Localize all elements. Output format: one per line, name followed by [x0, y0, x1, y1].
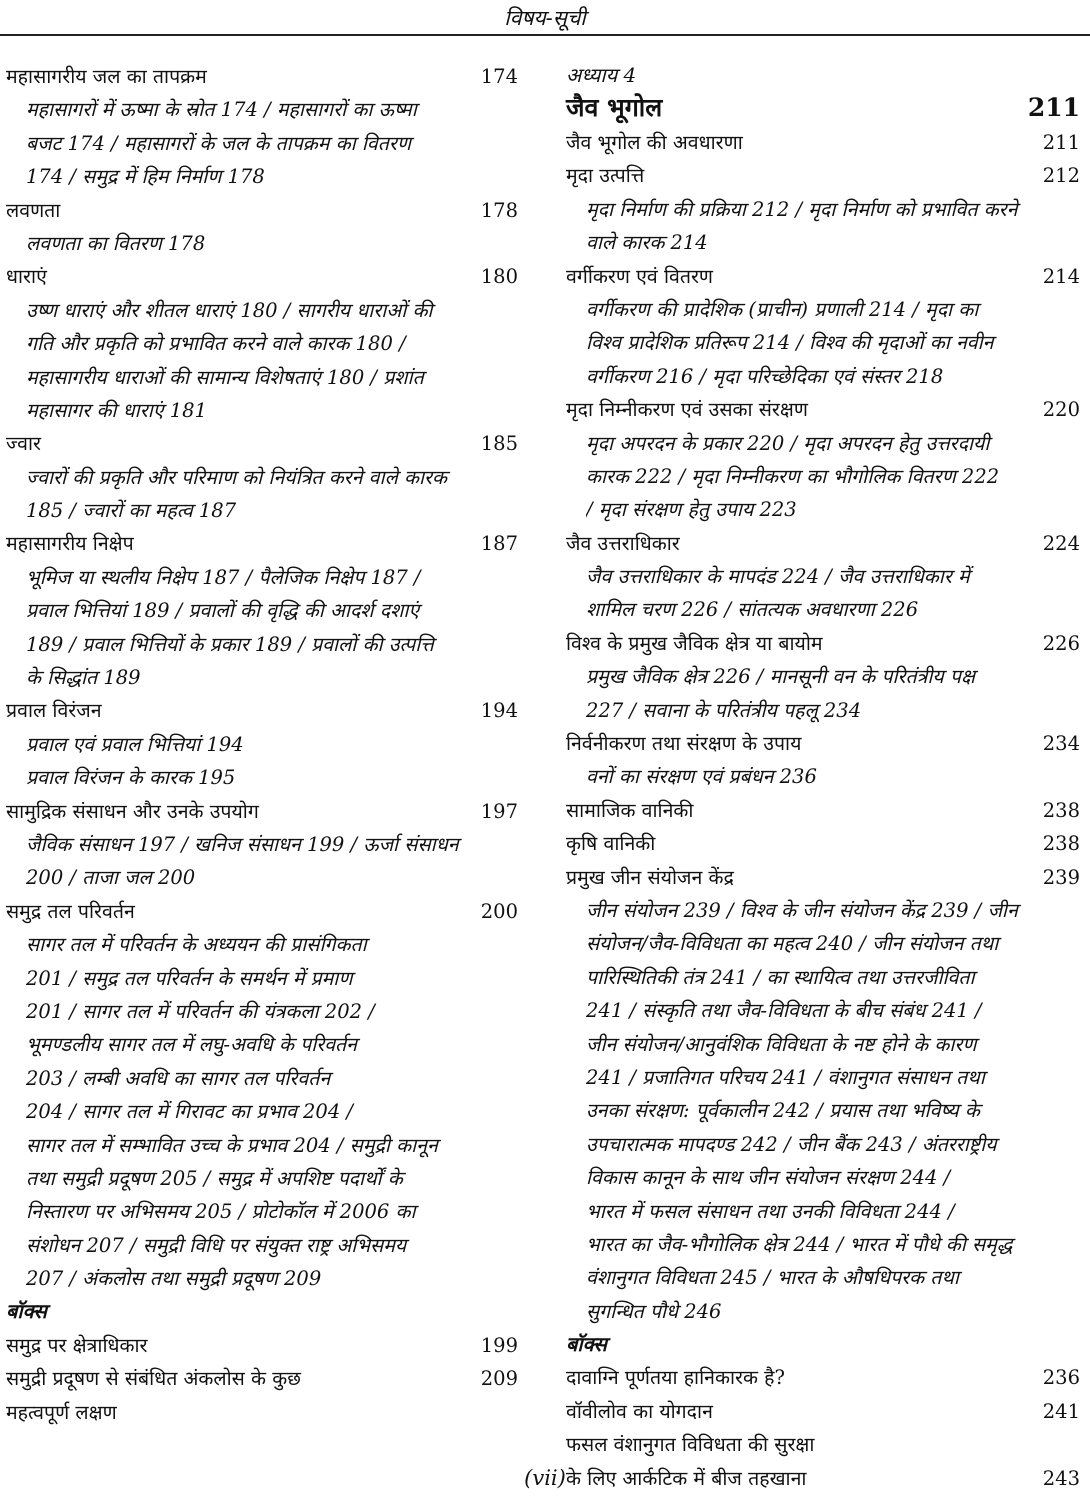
- toc-subtopic-line: मृदा निर्माण की प्रक्रिया 212 / मृदा निर्माण को प्रभावित करने: [586, 197, 1018, 221]
- chapter-page: 211: [1027, 93, 1080, 122]
- toc-subtopic-line: जीन संयोजन 239 / विश्व के जीन संयोजन केंद्र 239 / जीन: [586, 898, 1018, 922]
- toc-entry-page: 180: [480, 265, 518, 289]
- toc-subtopic-line: शामिल चरण 226 / सांतत्यक अवधारणा 226: [586, 598, 919, 622]
- toc-subtopics: [586, 427, 1080, 527]
- toc-entry-title: प्रमुख जीन संयोजन केंद्र: [566, 865, 734, 889]
- toc-subtopic-line: 203 / लम्बी अवधि का सागर तल परिवर्तन: [26, 1066, 331, 1090]
- toc-subtopic-line: वंशानुगत विविधता 245 / भारत के औषधिपरक तथा: [586, 1266, 959, 1290]
- page-title: विषय-सूची: [504, 6, 586, 30]
- toc-subtopics: [26, 828, 518, 895]
- toc-entry: [6, 895, 518, 928]
- toc-subtopic-line: महासागर की धाराएं 181: [26, 398, 207, 422]
- toc-subtopics: [586, 293, 1080, 393]
- box-item-title: फसल वंशानुगत विविधता की सुरक्षा: [566, 1433, 815, 1457]
- toc-entry: [566, 627, 1080, 660]
- toc-entry-page: 224: [1042, 531, 1080, 555]
- toc-subtopic-line: विकास कानून के साथ जीन संयोजन संरक्षण 244 /: [586, 1166, 951, 1190]
- toc-entry: [6, 427, 518, 460]
- toc-subtopic-line: प्रवाल एवं प्रवाल भित्तियां 194: [26, 732, 244, 756]
- toc-entry-title: महासागरीय जल का तापक्रम: [6, 65, 207, 88]
- toc-subtopic-line: महासागरीय धाराओं की सामान्य विशेषताएं 180 / प्रशांत: [26, 365, 424, 389]
- toc-subtopics: [26, 928, 518, 1295]
- box-item: [566, 1395, 1080, 1428]
- toc-subtopic-line: प्रमुख जैविक क्षेत्र 226 / मानसूनी वन के परितंत्रीय पक्ष: [586, 665, 975, 689]
- toc-subtopic-line: लवणता का वितरण 178: [26, 231, 206, 255]
- toc-subtopics: [26, 461, 518, 528]
- toc-entry: [6, 527, 518, 560]
- toc-subtopic-line: वाले कारक 214: [586, 231, 708, 255]
- toc-entry-title: प्रवाल विरंजन: [6, 699, 102, 723]
- toc-subtopic-line: 185 / ज्वारों का महत्व 187: [26, 499, 237, 523]
- toc-entry-page: 185: [480, 432, 518, 456]
- box-item-line: [566, 1428, 1080, 1461]
- page-number-footer: (vii): [524, 1466, 566, 1490]
- toc-entry: [6, 694, 518, 727]
- toc-subtopic-line: भूमण्डलीय सागर तल में लघु-अवधि के परिवर्तन: [26, 1033, 357, 1057]
- toc-subtopic-line: जैव उत्तराधिकार के मापदंड 224 / जैव उत्तराधिकार में: [586, 565, 970, 589]
- toc-entry-title: वर्गीकरण एवं वितरण: [566, 264, 714, 288]
- toc-subtopic-line: तथा समुद्री प्रदूषण 205 / समुद्र में अपशिष्ट पदार्थों के: [26, 1166, 403, 1190]
- toc-subtopic-line: 241 / प्रजातिगत परिचय 241 / वंशानुगत संसाधन तथा: [586, 1065, 985, 1089]
- toc-subtopic-line: संशोधन 207 / समुद्री विधि पर संयुक्त राष्ट्र अभिसमय: [26, 1233, 407, 1257]
- chapter-heading: [566, 90, 1080, 126]
- toc-subtopic-line: महासागरों में ऊष्मा के स्रोत 174 / महासागरों का ऊष्मा: [26, 98, 417, 122]
- toc-entry-title: सामाजिक वानिकी: [566, 798, 694, 822]
- toc-entry-title: लवणता: [6, 198, 61, 222]
- toc-subtopic-line: उनका संरक्षण: पूर्वकालीन 242 / प्रयास तथा भविष्य के: [586, 1099, 980, 1123]
- toc-subtopics: [586, 660, 1080, 727]
- chapter-number: अध्याय 4: [566, 63, 637, 87]
- toc-entry-title: मृदा उत्पत्ति: [566, 164, 645, 188]
- toc-subtopic-line: उष्ण धाराएं और शीतल धाराएं 180 / सागरीय धाराओं की: [26, 298, 433, 322]
- toc-subtopic-line: भारत का जैव-भौगोलिक क्षेत्र 244 / भारत में पौधे की समृद्ध: [586, 1232, 1013, 1256]
- toc-entry-page: 197: [480, 799, 518, 823]
- box-item: [6, 1329, 518, 1362]
- toc-subtopic-line: वनों का संरक्षण एवं प्रबंधन 236: [586, 765, 817, 789]
- toc-subtopic-line: मृदा अपरदन के प्रकार 220 / मृदा अपरदन हेतु उत्तरदायी: [586, 431, 990, 455]
- toc-subtopic-line: गति और प्रकृति को प्रभावित करने वाले कारक 180 /: [26, 332, 406, 356]
- toc-subtopic-line: 174 / समुद्र में हिम निर्माण 178: [26, 165, 265, 189]
- toc-entry: [566, 794, 1080, 827]
- box-item-line: [6, 1362, 518, 1395]
- box-item-title-cont: के लिए आर्कटिक में बीज तहखाना: [566, 1466, 807, 1490]
- toc-subtopic-line: सागर तल में सम्भावित उच्च के प्रभाव 204 / समुद्री कानून: [26, 1133, 438, 1157]
- toc-entry-title: धाराएं: [6, 265, 47, 289]
- toc-entry-page: 211: [1042, 131, 1080, 154]
- box-item-line: [566, 1361, 1080, 1394]
- toc-entry-page: 238: [1042, 798, 1080, 822]
- box-section-heading: बॉक्स: [6, 1299, 47, 1324]
- toc-entry: [6, 194, 518, 227]
- toc-subtopic-line: भारत में फसल संसाधन तथा उनकी विविधता 244 /: [586, 1199, 955, 1223]
- toc-entry-title: जैव उत्तराधिकार: [566, 531, 680, 555]
- toc-subtopic-line: 201 / समुद्र तल परिवर्तन के समर्थन में प्रमाण: [26, 966, 353, 990]
- toc-entry-title: जैव भूगोल की अवधारणा: [566, 131, 743, 154]
- toc-subtopic-line: उपचारात्मक मापदण्ड 242 / जीन बैंक 243 / अंतरराष्ट्रीय: [586, 1132, 997, 1156]
- toc-entry-page: 226: [1042, 631, 1080, 655]
- toc-subtopics: [586, 560, 1080, 627]
- toc-entry: [566, 393, 1080, 426]
- toc-subtopic-line: जैविक संसाधन 197 / खनिज संसाधन 199 / ऊर्जा संसाधन: [26, 832, 459, 856]
- toc-entry-page: 200: [480, 899, 518, 923]
- toc-subtopic-line: 227 / सवाना के परितंत्रीय पहलू 234: [586, 698, 862, 722]
- toc-entry-page: 194: [480, 699, 518, 723]
- toc-subtopics: [26, 294, 518, 428]
- toc-subtopic-line: वर्गीकरण की प्रादेशिक (प्राचीन) प्रणाली 214 / मृदा का: [586, 297, 979, 321]
- toc-entry: [566, 527, 1080, 560]
- toc-entry: [6, 795, 518, 828]
- toc-entry: [566, 159, 1080, 192]
- box-item-page: 199: [480, 1333, 518, 1357]
- toc-entry-page: 234: [1042, 732, 1080, 756]
- box-item: [6, 1362, 518, 1429]
- toc-subtopics: [26, 561, 518, 695]
- toc-entry: [566, 126, 1080, 159]
- box-item-line: [6, 1396, 518, 1429]
- toc-entry-title: समुद्र तल परिवर्तन: [6, 899, 135, 923]
- toc-entry-title: विश्व के प्रमुख जैविक क्षेत्र या बायोम: [566, 631, 823, 655]
- toc-entry-page: 220: [1042, 398, 1080, 422]
- box-item-title: वॉवीलोव का योगदान: [566, 1399, 713, 1423]
- toc-subtopic-line: 207 / अंकलोस तथा समुद्री प्रदूषण 209: [26, 1267, 322, 1291]
- toc-subtopic-line: वर्गीकरण 216 / मृदा परिच्छेदिका एवं संस्तर 218: [586, 364, 944, 388]
- toc-entry-title: महासागरीय निक्षेप: [6, 532, 134, 556]
- toc-subtopic-line: निस्तारण पर अभिसमय 205 / प्रोटोकॉल में 2006 का: [26, 1200, 416, 1224]
- box-item-page: 209: [480, 1367, 518, 1391]
- chapter-title: जैव भूगोल: [566, 93, 663, 122]
- toc-entry-title: ज्वार: [6, 432, 42, 456]
- toc-subtopic-line: प्रवाल विरंजन के कारक 195: [26, 766, 236, 790]
- box-item: [566, 1361, 1080, 1394]
- toc-subtopic-line: सागर तल में परिवर्तन के अध्ययन की प्रासंगिकता: [26, 933, 367, 957]
- toc-subtopic-line: 201 / सागर तल में परिवर्तन की यंत्रकला 202 /: [26, 999, 375, 1023]
- toc-subtopics: [26, 728, 518, 795]
- toc-entry-title: सामुद्रिक संसाधन और उनके उपयोग: [6, 799, 259, 823]
- box-section-heading: बॉक्स: [566, 1332, 607, 1357]
- toc-subtopic-line: संयोजन/जैव-विविधता का महत्व 240 / जीन संयोजन तथा: [586, 932, 999, 956]
- toc-entry-page: 214: [1042, 264, 1080, 288]
- toc-subtopic-line: 200 / ताजा जल 200: [26, 866, 196, 890]
- toc-subtopics: [586, 894, 1080, 1328]
- box-item-page: 241: [1042, 1399, 1080, 1423]
- toc-entry-title: मृदा निम्नीकरण एवं उसका संरक्षण: [566, 398, 808, 422]
- toc-entry-page: 238: [1042, 832, 1080, 856]
- toc-subtopic-line: जीन संयोजन/आनुवंशिक विविधता के नष्ट होने के कारण: [586, 1032, 977, 1056]
- toc-subtopic-line: कारक 222 / मृदा निम्नीकरण का भौगोलिक वितरण 222: [586, 464, 1000, 488]
- toc-entry: [566, 827, 1080, 860]
- toc-subtopic-line: / मृदा संरक्षण हेतु उपाय 223: [586, 498, 797, 522]
- toc-entry: [566, 727, 1080, 760]
- box-item-title-cont: महत्वपूर्ण लक्षण: [6, 1400, 117, 1424]
- toc-subtopic-line: सुगन्धित पौधे 246: [586, 1299, 722, 1323]
- toc-entry: [566, 260, 1080, 293]
- toc-subtopic-line: 241 / संस्कृति तथा जैव-विविधता के बीच संबंध 241 /: [586, 999, 982, 1023]
- toc-subtopic-line: 189 / प्रवाल भित्तियों के प्रकार 189 / प्रवालों की उत्पत्ति: [26, 632, 434, 656]
- toc-entry-title: निर्वनीकरण तथा संरक्षण के उपाय: [566, 732, 802, 756]
- toc-subtopic-line: 204 / सागर तल में गिरावट का प्रभाव 204 /: [26, 1100, 353, 1124]
- right-column: [566, 60, 1080, 1495]
- toc-entry-title: कृषि वानिकी: [566, 832, 656, 856]
- box-item-title: समुद्र पर क्षेत्राधिकार: [6, 1333, 148, 1357]
- toc-subtopics: [26, 227, 518, 260]
- toc-subtopics: [26, 93, 518, 193]
- box-item-line: [6, 1329, 518, 1362]
- toc-entry: [566, 861, 1080, 894]
- toc-subtopics: [586, 760, 1080, 793]
- toc-entry-page: 174: [480, 65, 518, 88]
- toc-subtopic-line: प्रवाल भित्तियां 189 / प्रवालों की वृद्धि की आदर्श दशाएं: [26, 599, 420, 623]
- toc-subtopics: [586, 193, 1080, 260]
- box-item-line: [566, 1395, 1080, 1428]
- page-header: [0, 0, 1090, 36]
- left-column: [6, 60, 518, 1429]
- toc-entry-page: 187: [480, 532, 518, 556]
- toc-entry: [6, 60, 518, 93]
- toc-entry: [6, 260, 518, 293]
- toc-subtopic-line: बजट 174 / महासागरों के जल के तापक्रम का वितरण: [26, 131, 411, 155]
- toc-entry-page: 178: [480, 198, 518, 222]
- toc-subtopic-line: के सिद्धांत 189: [26, 666, 141, 690]
- box-item-page: 243: [1042, 1466, 1080, 1490]
- toc-entry-page: 239: [1042, 865, 1080, 889]
- toc-subtopic-line: भूमिज या स्थलीय निक्षेप 187 / पैलेजिक निक्षेप 187 /: [26, 565, 421, 589]
- box-item-title: दावाग्नि पूर्णतया हानिकारक है?: [566, 1366, 785, 1390]
- box-item-page: 236: [1042, 1366, 1080, 1390]
- toc-subtopic-line: पारिस्थितिकी तंत्र 241 / का स्थायित्व तथा उत्तरजीविता: [586, 965, 975, 989]
- toc-subtopic-line: विश्व प्रादेशिक प्रतिरूप 214 / विश्व की मृदाओं का नवीन: [586, 331, 994, 355]
- box-item-title: समुद्री प्रदूषण से संबंधित अंकलोस के कुछ: [6, 1367, 301, 1391]
- toc-subtopic-line: ज्वारों की प्रकृति और परिमाण को नियंत्रित करने वाले कारक: [26, 465, 447, 489]
- toc-entry-page: 212: [1042, 164, 1080, 188]
